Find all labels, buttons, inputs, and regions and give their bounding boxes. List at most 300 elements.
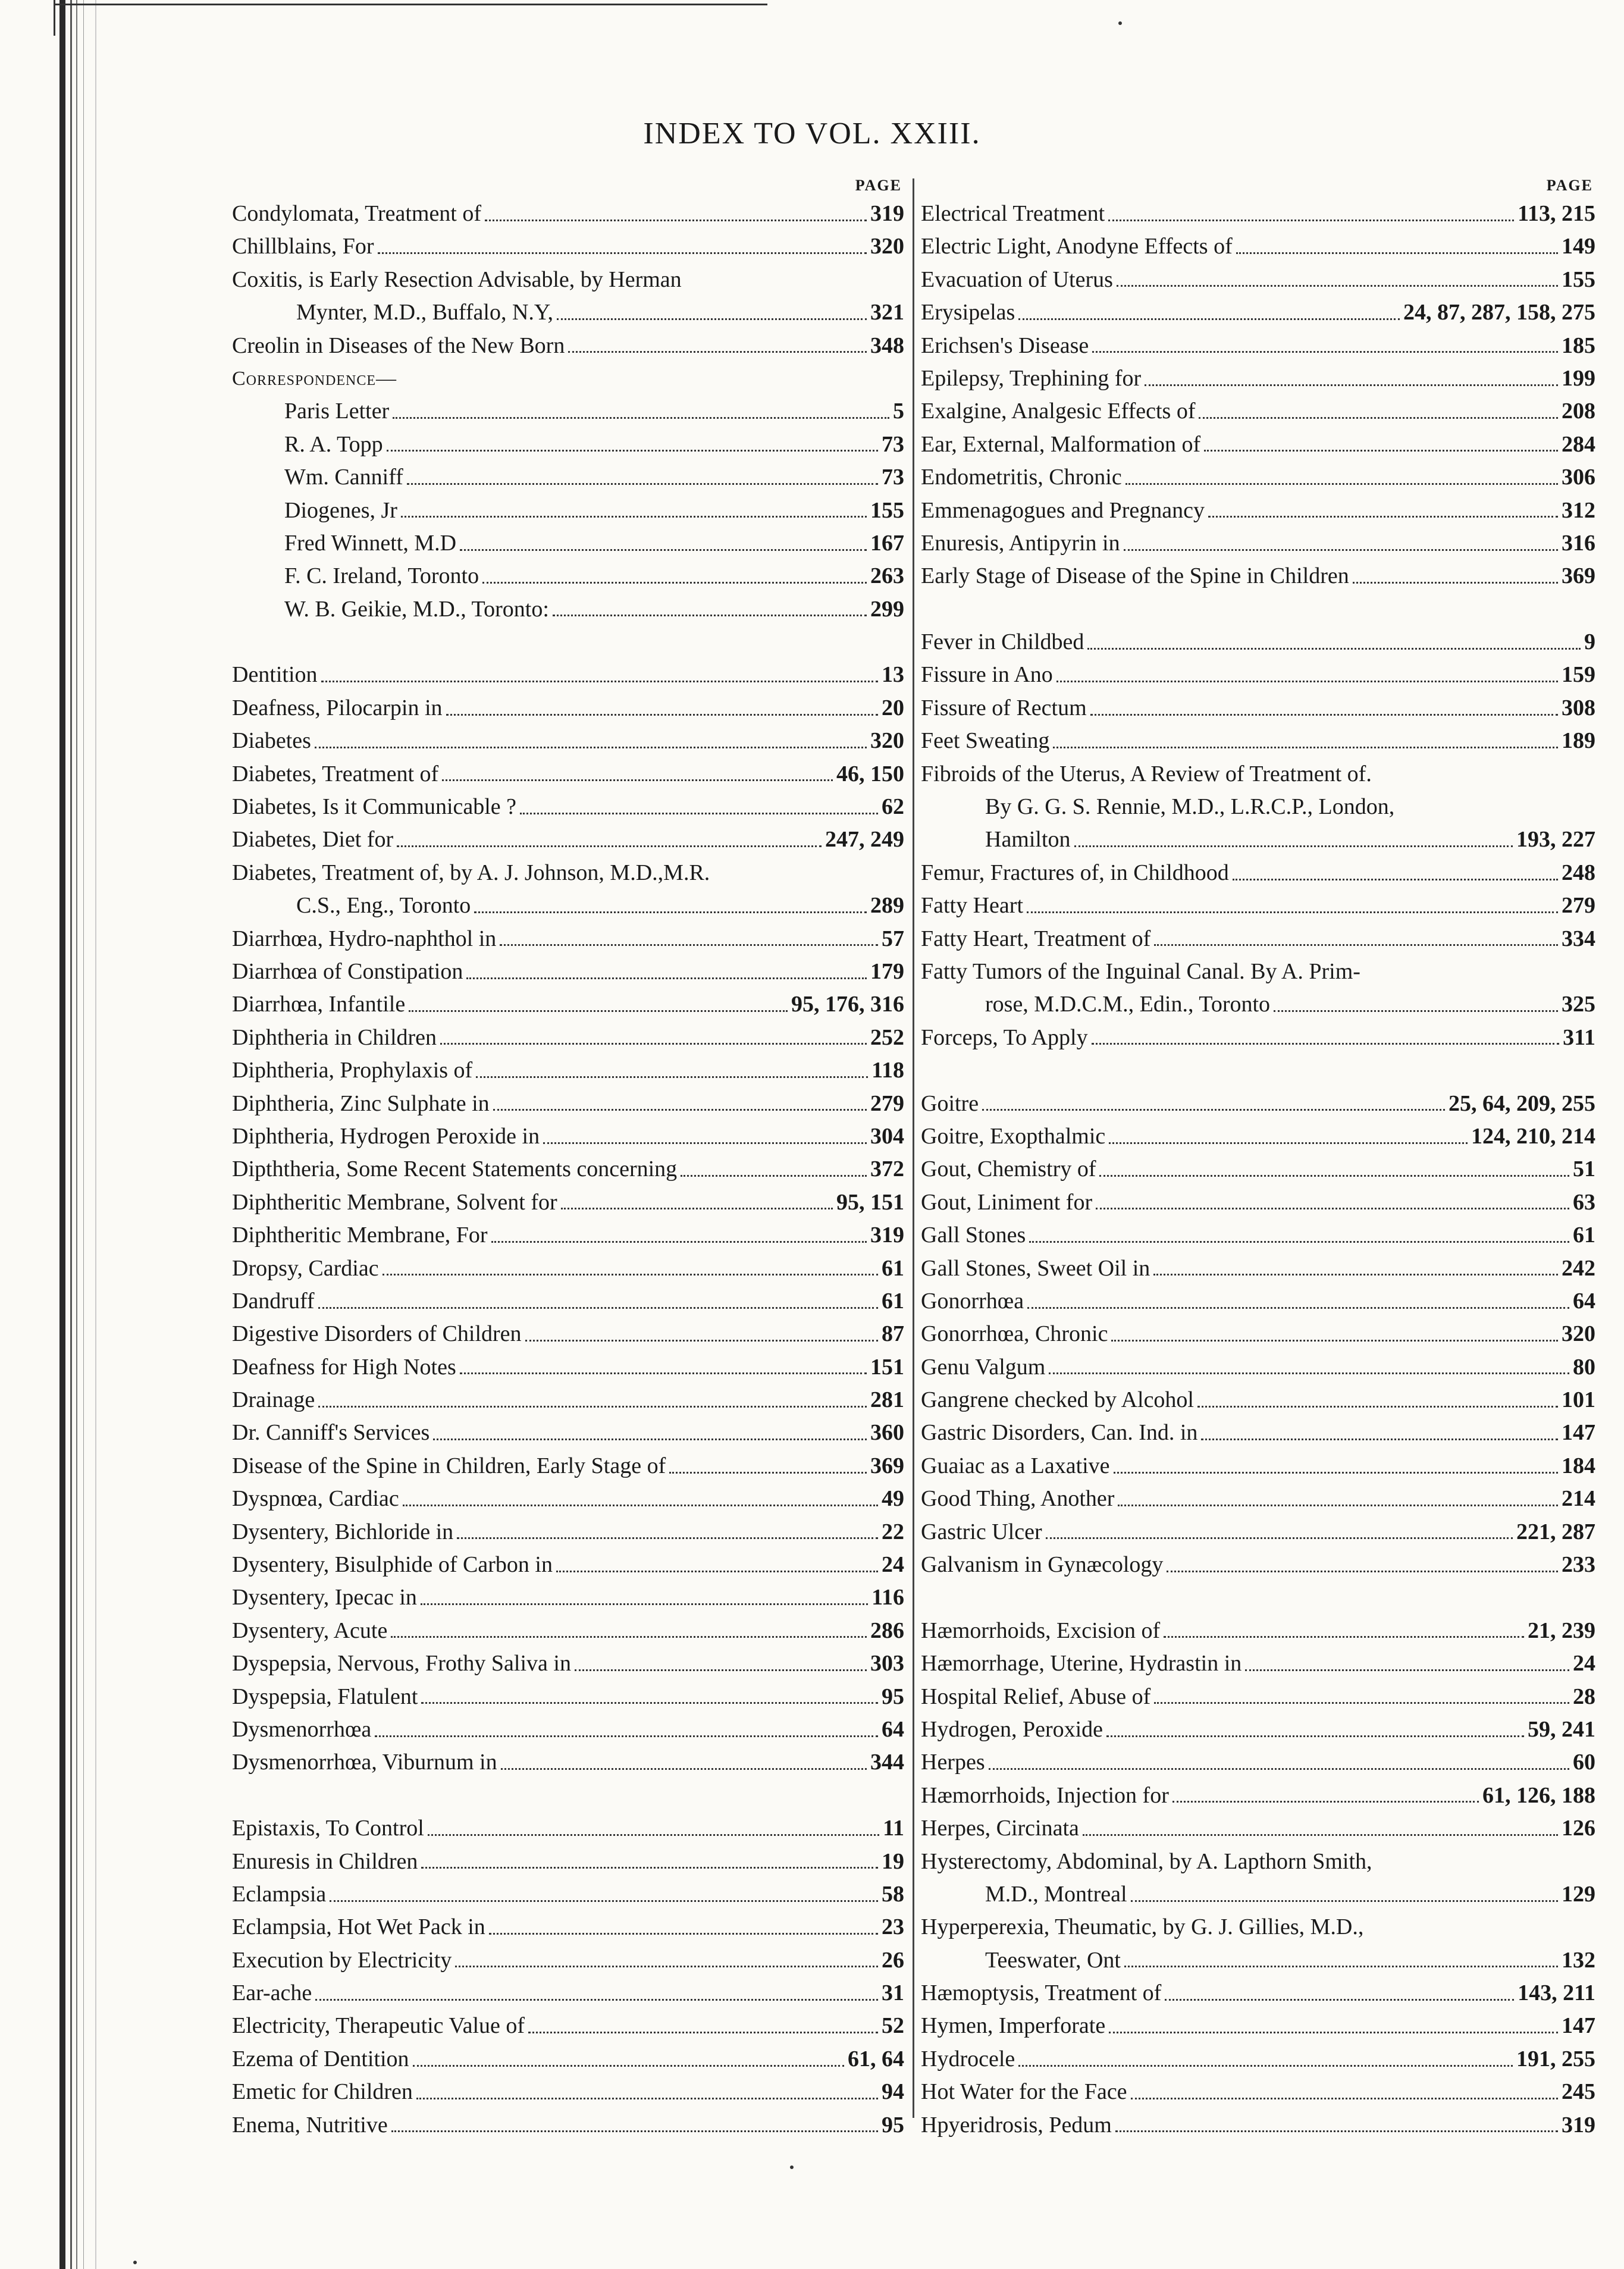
entry-page-number: 151 [870,1354,904,1380]
entry-page-number: 95 [882,2112,904,2138]
dot-leader [391,1635,867,1638]
entry-label: Correspondence— [232,367,397,390]
dot-leader [482,581,867,584]
dot-leader [1053,746,1558,748]
entry-page-number: 64 [882,1716,904,1742]
dot-leader [1236,252,1558,254]
dot-leader [1049,1372,1569,1374]
index-entry [921,857,1595,889]
entry-page-number: 344 [870,1750,904,1775]
entry-page-number: 179 [870,958,904,984]
index-entry [921,2010,1595,2042]
dot-leader [1124,549,1558,551]
index-entry [921,1779,1595,1812]
entry-label: Hospital Relief, Abuse of [921,1684,1151,1709]
entry-page-number: 214 [1562,1486,1595,1512]
dot-leader [1090,713,1558,716]
index-entry [232,1911,904,1944]
entry-page-number: 208 [1562,399,1595,424]
index-entry [921,2076,1595,2108]
entry-label: Gastric Disorders, Can. Ind. in [921,1420,1198,1446]
index-entry [232,1219,904,1252]
entry-page-number: 143, 211 [1518,1980,1595,2006]
entry-page-number: 73 [882,431,904,457]
dot-leader [315,746,867,748]
entry-page-number: 312 [1562,497,1595,523]
entry-page-number: 252 [870,1024,904,1050]
entry-page-number: 304 [870,1123,904,1149]
entry-page-number: 221, 287 [1516,1519,1595,1544]
dot-leader [561,1207,833,1209]
index-entry [232,1021,904,1054]
entry-page-number: 9 [1584,629,1595,655]
dot-leader [1124,1965,1558,1967]
index-entry [232,1285,904,1318]
dot-leader [1199,416,1558,419]
index-entry [921,395,1595,428]
index-entry [232,1252,904,1285]
page-column-header: PAGE [1546,177,1593,194]
entry-label: Galvanism in Gynæcology [921,1552,1164,1578]
entry-label: Execution by Electricity [232,1947,452,1973]
index-entry [921,330,1595,362]
dot-leader [1204,449,1558,452]
index-entry [232,593,904,626]
index-entry [232,560,904,593]
index-entry [921,1285,1595,1318]
dot-leader [1117,284,1558,287]
entry-label: Diabetes, Treatment of, by A. J. Johnson, M.D.,M.R. [232,860,710,885]
entry-page-number: 124, 210, 214 [1471,1123,1595,1149]
entry-page-number: 155 [870,497,904,523]
entry-page-number: 147 [1562,1420,1595,1446]
entry-page-number: 129 [1562,1881,1595,1907]
index-entry [232,2043,904,2076]
index-entry [921,1252,1595,1285]
entry-page-number: 61, 64 [848,2046,904,2071]
index-entry [921,1812,1595,1845]
dot-leader [407,482,878,485]
dot-leader [1056,680,1558,682]
dot-leader [491,1240,867,1243]
entry-page-number: 248 [1562,860,1595,885]
index-entry [232,1713,904,1746]
entry-page-number: 60 [1573,1750,1595,1775]
dot-leader [1154,944,1558,946]
index-entry [921,198,1595,230]
dot-leader [428,1834,879,1836]
entry-label: Epistaxis, To Control [232,1816,424,1841]
dot-leader [1167,1570,1558,1572]
dot-leader [1108,219,1514,221]
dot-leader [575,1669,867,1671]
entry-label: Erichsen's Disease [921,333,1089,358]
entry-page-number: 159 [1562,662,1595,688]
entry-page-number: 61, 126, 188 [1482,1782,1595,1808]
section-gap [921,1054,1595,1087]
entry-page-number: 348 [870,333,904,358]
entry-label: Herpes, Circinata [921,1816,1079,1841]
index-entry [232,2109,904,2142]
dot-leader [1074,845,1513,847]
dot-leader [383,1273,878,1275]
dot-leader [1197,1405,1558,1408]
dot-leader [1131,1900,1558,1902]
index-entry [232,955,904,988]
index-entry [921,889,1595,922]
entry-page-number: 49 [882,1486,904,1512]
dot-leader [403,1504,878,1506]
dot-leader [409,1010,788,1012]
index-entry [232,923,904,955]
entry-page-number: 13 [882,662,904,688]
entry-page-number: 19 [882,1848,904,1874]
dot-leader [1145,384,1558,386]
dot-leader [318,1306,878,1309]
dot-leader [397,845,822,847]
dot-leader [421,1603,868,1605]
entry-page-number: 24 [882,1552,904,1578]
entry-label: rose, M.D.C.M., Edin., Toronto [985,992,1271,1017]
entry-label: Hæmorrhoids, Injection for [921,1782,1169,1808]
dot-leader [1087,647,1581,650]
entry-label: Dysentery, Bichloride in [232,1519,454,1544]
index-entry [921,692,1595,725]
dot-leader [1018,2064,1513,2067]
entry-label: Hysterectomy, Abdominal, by A. Lapthorn Smith, [921,1848,1372,1874]
dot-leader [1109,2031,1558,2033]
index-entry [232,1450,904,1483]
entry-label: Early Stage of Disease of the Spine in Children [921,563,1349,589]
entry-page-number: 279 [870,1090,904,1116]
entry-page-number: 113, 215 [1518,201,1595,226]
entry-page-number: 24, 87, 287, 158, 275 [1403,300,1595,325]
dot-leader [1018,318,1400,320]
dot-leader [1109,1142,1468,1144]
index-entry [921,1681,1595,1713]
dot-leader [1106,1735,1524,1737]
entry-label: Fissure of Rectum [921,695,1087,720]
index-entry [232,296,904,329]
entry-label: Disease of the Spine in Children, Early Stage of [232,1453,666,1478]
dot-leader [421,1701,878,1704]
index-entry [921,923,1595,955]
dot-leader [501,1767,867,1770]
entry-label: Hæmorrhoids, Excision of [921,1618,1161,1643]
index-entry [232,1483,904,1515]
entry-label: Endometritis, Chronic [921,465,1122,490]
entry-label: Hæmoptysis, Treatment of [921,1980,1162,2006]
dot-leader [476,1076,868,1078]
index-entry [232,988,904,1021]
index-entry [232,725,904,757]
entry-page-number: 360 [870,1420,904,1446]
index-entry [232,1581,904,1614]
entry-label: Diarrhœa of Constipation [232,958,463,984]
entry-page-number: 101 [1562,1387,1595,1413]
page-column-header: PAGE [855,177,902,194]
entry-label: Femur, Fractures of, in Childhood [921,860,1229,885]
entry-label: Diabetes, Diet for [232,827,394,853]
index-entry [921,1483,1595,1515]
index-entry [232,857,904,889]
entry-page-number: 116 [871,1585,904,1610]
index-entry [921,461,1595,494]
dot-leader [1092,1042,1560,1045]
index-entry [232,823,904,856]
right-entry-list [921,198,1595,2142]
index-entry [232,198,904,230]
dot-leader [525,1339,878,1342]
entry-label: Ear-ache [232,1980,312,2006]
dot-leader [466,977,867,979]
entry-label: Hyperperexia, Theumatic, by G. J. Gillies, M.D., [921,1914,1364,1940]
dot-leader [321,680,878,682]
dot-leader [528,2031,878,2033]
entry-label: Gonorrhœa [921,1288,1024,1314]
index-entry [921,1186,1595,1219]
entry-label: Fever in Childbed [921,629,1084,655]
entry-page-number: 325 [1562,992,1595,1017]
entry-page-number: 132 [1562,1947,1595,1973]
index-entry [232,1615,904,1647]
index-entry [232,1845,904,1878]
entry-label: Diabetes, Treatment of [232,761,439,786]
dot-leader [1027,1306,1569,1309]
dot-leader [457,1537,878,1539]
index-entry [232,889,904,922]
entry-label: Teeswater, Ont [985,1947,1121,1973]
dot-leader [556,1570,878,1572]
dot-leader [1233,878,1558,880]
dot-leader [681,1174,867,1177]
entry-page-number: 311 [1563,1024,1595,1050]
entry-page-number: 319 [870,1223,904,1248]
entry-label: Diabetes [232,728,311,754]
index-entry [232,527,904,560]
dot-leader [493,1108,867,1111]
index-entry [921,1845,1595,1878]
index-entry [232,1120,904,1153]
entry-page-number: 369 [870,1453,904,1478]
index-entry [921,1746,1595,1779]
entry-page-number: 167 [870,530,904,556]
index-entry [921,2109,1595,2142]
index-entry [921,791,1595,823]
entry-label: Ezema of Dentition [232,2046,409,2071]
entry-label: Erysipelas [921,300,1015,325]
index-entry [921,1318,1595,1350]
entry-label: Enuresis, Antipyrin in [921,530,1120,556]
entry-label: Guaiac as a Laxative [921,1453,1110,1478]
entry-label: Gastric Ulcer [921,1519,1042,1544]
entry-label: Hot Water for the Face [921,2079,1127,2105]
entry-page-number: 191, 255 [1516,2046,1595,2071]
entry-label: Goitre [921,1090,979,1116]
entry-label: Dyspepsia, Nervous, Frothy Saliva in [232,1651,571,1676]
index-entry [232,1549,904,1581]
entry-page-number: 118 [871,1058,904,1083]
entry-page-number: 23 [882,1914,904,1940]
index-entry [232,264,904,296]
index-entry [921,428,1595,461]
entry-page-number: 5 [893,399,904,424]
binding-edge [0,0,137,2269]
entry-page-number: 306 [1562,465,1595,490]
entry-label: Fatty Tumors of the Inguinal Canal. By A. Prim- [921,958,1360,984]
entry-page-number: 263 [870,563,904,589]
dot-leader [315,1998,878,2001]
index-entry [232,1977,904,2010]
entry-page-number: 24 [1573,1651,1595,1676]
entry-label: Goitre, Exopthalmic [921,1123,1106,1149]
entry-label: Hydrogen, Peroxide [921,1716,1103,1742]
index-entry [921,1219,1595,1252]
entry-label: Dysmenorrhœa, Viburnum in [232,1750,497,1775]
entry-page-number: 94 [882,2079,904,2105]
index-entry [232,659,904,691]
entry-label: Paris Letter [284,399,390,424]
entry-label: Gout, Chemistry of [921,1157,1096,1182]
section-gap [921,1581,1595,1614]
dot-leader [1164,1635,1524,1638]
section-gap [232,626,904,659]
index-entry [232,1878,904,1911]
entry-label: F. C. Ireland, Toronto [284,563,479,589]
index-entry [921,1911,1595,1944]
dot-leader [1027,911,1558,913]
dot-leader [1353,581,1558,584]
entry-label: Dr. Canniff's Services [232,1420,430,1446]
dot-leader [460,549,867,551]
entry-label: Diphtheritic Membrane, Solvent for [232,1189,557,1215]
entry-page-number: 95 [882,1684,904,1709]
dot-leader [982,1108,1445,1111]
entry-page-number: 59, 241 [1528,1716,1595,1742]
entry-label: Electricity, Therapeutic Value of [232,2013,525,2039]
entry-label: Emmenagogues and Pregnancy [921,497,1205,523]
dot-leader [1125,482,1558,485]
index-entry [921,1878,1595,1911]
entry-page-number: 63 [1573,1189,1595,1215]
dot-leader [1172,1800,1479,1803]
entry-page-number: 286 [870,1618,904,1643]
dot-leader [1131,2097,1558,2099]
entry-page-number: 20 [882,695,904,720]
index-entry [921,1384,1595,1416]
entry-label: M.D., Montreal [985,1881,1127,1907]
index-entry [921,1647,1595,1680]
dot-leader [1165,1998,1514,2001]
entry-page-number: 284 [1562,431,1595,457]
index-entry [921,1351,1595,1384]
entry-label: Fibroids of the Uterus, A Review of Treatment of. [921,761,1372,786]
entry-label: Good Thing, Another [921,1486,1115,1512]
column-divider [913,178,914,2118]
entry-page-number: 57 [882,926,904,951]
dot-leader [989,1767,1569,1770]
dot-leader [413,2064,844,2067]
entry-label: Diphtheria in Children [232,1024,437,1050]
entry-label: Hpyeridrosis, Pedum [921,2112,1112,2138]
entry-label: Hydrocele [921,2046,1015,2071]
index-entry [921,494,1595,527]
index-entry [232,2010,904,2042]
left-entry-list [232,198,904,2142]
index-entry [232,230,904,263]
entry-page-number: 95, 176, 316 [791,992,904,1017]
entry-page-number: 73 [882,465,904,490]
entry-page-number: 25, 64, 209, 255 [1449,1090,1595,1116]
entry-label: Diphtheritic Membrane, For [232,1223,488,1248]
entry-page-number: 87 [882,1321,904,1347]
index-entry [921,1516,1595,1549]
top-rule [54,4,767,5]
index-entry [921,725,1595,757]
index-entry [921,1450,1595,1483]
entry-label: Deafness for High Notes [232,1354,456,1380]
entry-label: Digestive Disorders of Children [232,1321,522,1347]
entry-page-number: 149 [1562,234,1595,259]
index-entry [232,1153,904,1186]
entry-label: Electrical Treatment [921,201,1105,226]
index-entry [921,1153,1595,1186]
stray-mark [790,2165,794,2169]
entry-label: Creolin in Diseases of the New Born [232,333,565,358]
dot-leader [500,944,878,946]
dot-leader [387,449,878,452]
entry-label: Enema, Nutritive [232,2112,388,2138]
entry-label: Dropsy, Cardiac [232,1255,379,1281]
entry-label: Dysmenorrhœa [232,1716,372,1742]
entry-page-number: 46, 150 [836,761,904,786]
dot-leader [1245,1669,1569,1671]
entry-page-number: 185 [1562,333,1595,358]
entry-page-number: 61 [1573,1223,1595,1248]
entry-page-number: 308 [1562,695,1595,720]
dot-leader [1118,1504,1558,1506]
dot-leader [489,1932,878,1935]
dot-leader [1115,2130,1558,2132]
index-entry [921,1549,1595,1581]
entry-label: Herpes [921,1750,985,1775]
entry-label: Diphtheria, Zinc Sulphate in [232,1090,490,1116]
entry-page-number: 189 [1562,728,1595,754]
index-entry [921,230,1595,263]
index-entry [921,1416,1595,1449]
index-entry [232,1647,904,1680]
entry-label: Genu Valgum [921,1354,1046,1380]
index-entry [921,1713,1595,1746]
index-entry [921,1944,1595,1977]
index-entry [232,1054,904,1087]
entry-label: Gangrene checked by Alcohol [921,1387,1194,1413]
entry-label: Dysentery, Bisulphide of Carbon in [232,1552,553,1578]
index-entry [232,1351,904,1384]
entry-label: Dentition [232,662,318,688]
entry-label: Diarrhœa, Infantile [232,992,406,1017]
entry-label: Wm. Canniff [284,465,403,490]
entry-label: Condylomata, Treatment of [232,201,482,226]
entry-page-number: 320 [870,234,904,259]
entry-page-number: 303 [870,1651,904,1676]
entry-page-number: 52 [882,2013,904,2039]
dot-leader [318,1405,867,1408]
index-entry [232,1681,904,1713]
dot-leader [433,1438,867,1440]
dot-leader [393,416,889,419]
dot-leader [1029,1240,1569,1243]
